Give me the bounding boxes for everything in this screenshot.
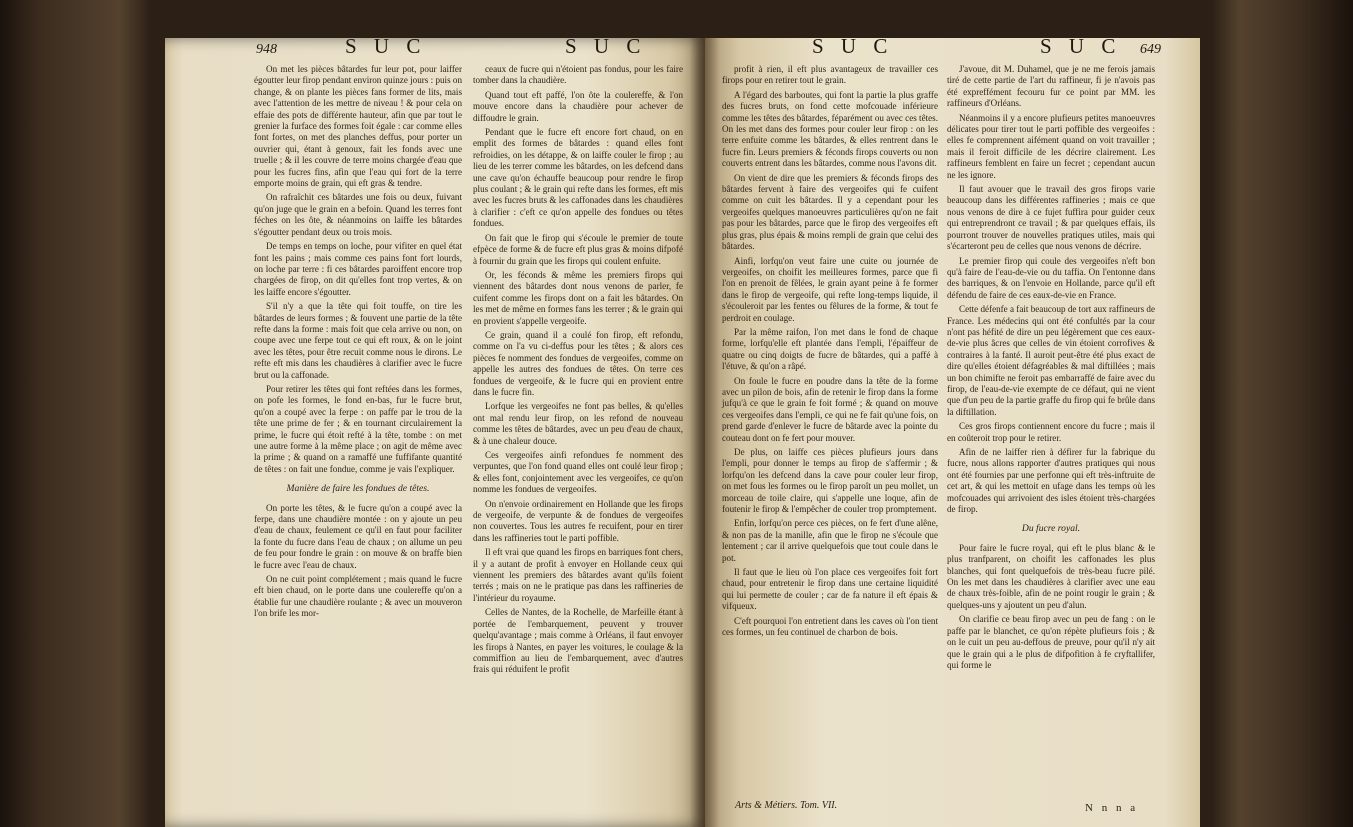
right-running-head-a: S U C (812, 34, 894, 58)
paragraph: Ces vergeoifes ainfi refondues fe nomment des verpuntes, que l'on fond quand elles ont coulé leur firop ; & elles font, conjointement avec les vergeoifes, ce qu'on nomme les fondues de vergeoifes. (473, 450, 683, 495)
paragraph: On ne cuit point complétement ; mais quand le fucre eft bien chaud, on le porte dans une coulereffe qu'on a établie fur une chaudière roulante ; & avec un mouveron l'on brife les mor- (254, 574, 462, 619)
section-heading: Manière de faire les fondues de têtes. (286, 483, 430, 495)
left-running-head-b: S U C (565, 34, 647, 58)
col3-paragraphs (722, 64, 938, 639)
paragraph: On porte les têtes, & le fucre qu'on a coupé avec la ferpe, dans une chaudière montée : on y ajoute un peu d'eau de chaux, feulement ce qu'il en faut pour faciliter la fonte du fucre dans l'eau de chaux ; on allume un peu de feu pour fondre le grain : on mouve & on braffe bien le fucre avec l'eau de chaux. (254, 502, 462, 570)
paragraph: Il faut que le lieu où l'on place ces vergeoifes foit fort chaud, pour entretenir le firop dans une certaine liquidité qui lui permette de couler ; car de fa nature il eft épais & vifqueux. (722, 567, 938, 612)
printer-signature: N n n a (1085, 802, 1139, 814)
paragraph: Il faut avouer que le travail des gros firops varie beaucoup dans les différentes raffineries ; mais ce que nous venons de dire à ce fujet fuffira pour guider ceux qui entreprendront ce travail ; & par quelques effais, ils pourront trouver de nouvelles pratiques utiles, mais qui s'écarteront peu de celles que nous venons de décrire. (947, 184, 1155, 252)
left-running-head-a: S U C (345, 34, 427, 58)
text-column-4 (947, 64, 1155, 674)
paragraph: On vient de dire que les premiers & féconds firops des bâtardes fervent à faire des vergeoifes qui fe cuifent comme on cuit les bâtardes. Il y a cependant pour les vergeoifes quelques manoeuvres particulières qu'on ne fait pas pour les bâtardes, parce que le firop des vergeoifes eft plus gras, plus épais & moins rempli de grain que celui des bâtardes. (722, 172, 938, 252)
paragraph: Pendant que le fucre eft encore fort chaud, on en emplit des formes de bâtardes : quand elles font refroidies, on les détappe, & on laiffe couler le firop ; au lieu de les terrer comme les bâtardes, on les defcend dans une cave qu'on échauffe beaucoup pour rendre le firop plus coulant ; & le grain qui refte dans les formes, eft mis avec les fucres bruts & les caffonades dans les chaudières à clarifier : c'eft ce qu'on appelle des fondues ou têtes fondues. (473, 127, 683, 229)
paragraph: Enfin, lorfqu'on perce ces pièces, on fe fert d'une alêne, & non pas de la manille, afin que le firop ne s'écoule que lentement ; car il arrive quelquefois que tout coule dans le pot. (722, 518, 938, 563)
paragraph: Par la même raifon, l'on met dans le fond de chaque forme, lorfqu'elle eft plantée dans l'empli, l'épaiffeur de quatre ou cinq doigts de fucre de bâtardes, qui a paffé à l'étuve, & qu'on a râpé. (722, 326, 938, 372)
paragraph: Néanmoins il y a encore plufieurs petites manoeuvres délicates pour tirer tout le parti poffible des vergeoifes : elles fe comprennent aifément quand on voit travailler ; mais il feroit difficile de les décrire clairement. Les raffineurs femblent en faire un fecret ; cependant aucun ne les ignore. (947, 112, 1155, 180)
col1-after-paragraphs (254, 503, 462, 620)
paragraph: Pour retirer les têtes qui font reftées dans les formes, on pofe les formes, le fond en-bas, fur le fucre brut, qu'on a coupé avec la ferpe : on paffe par le trou de la tête une prime de fer ; & en tournant circulairement la prime, le fucre qui étoit refté à la tête, tombe : on met une autre forme à la même place ; on agit de même avec la prime ; & quand on a ramaffé une fuffifante quantité de têtes : on fait une fondue, comme je vais l'expliquer. (254, 383, 462, 474)
page-footer: Arts & Métiers. Tom. VII. (735, 800, 838, 811)
paragraph: De temps en temps on loche, pour vifiter en quel état font les pains ; mais comme ces pains font fort lourds, on loche par terre : fi ces bâtardes paroiffent encore trop chargées de firop, on dit qu'elles font trop vertes, & on les laiffe encore s'égoutter. (254, 241, 462, 297)
paragraph: Cette défenfe a fait beaucoup de tort aux raffineurs de France. Les médecins qui ont été confultés par la cour n'ont pas héfité de dire un peu légèrement que ces eaux-de-vie plus âcres que celles de vin étoient corrofives & contraires à la fanté. Il auroit peut-être été plus exact de dire qu'elles étoient défagréables & mal diftillées ; mais un bon chimifte ne feroit pas embarraffé de faire avec du firop, de l'eau-de-vie exempte de ce défaut, qui ne vient que d'un peu de la partie graffe du firop qui fe brûle dans la diftillation. (947, 304, 1156, 417)
paragraph: C'eft pourquoi l'on entretient dans les caves où l'on tient ces formes, un feu continuel de charbon de bois. (722, 615, 938, 638)
col4-after-paragraphs (947, 543, 1155, 671)
paragraph: Lorfque les vergeoifes ne font pas belles, & qu'elles ont mal rendu leur firop, on les refond de nouveau comme les têtes de bâtardes, avec un peu d'eau de chaux, & à une chaleur douce. (473, 401, 683, 446)
col4-paragraphs (947, 64, 1155, 515)
paragraph: profit à rien, il eft plus avantageux de travailler ces firops pour en retirer tout le grain. (722, 64, 938, 86)
paragraph: On clarifie ce beau firop avec un peu de fang : on le paffe par le blanchet, ce qu'on répète plufieurs fois ; & on le cuit un peu au-deffous de preuve, pour qu'il n'y ait que le grain qui a le plus de difpofition à fe cryftallifer, qui forme le (947, 614, 1155, 670)
text-column-3 (722, 64, 938, 642)
paragraph: S'il n'y a que la tête qui foit touffe, on tire les bâtardes de leurs formes ; & fouvent une partie de la tête refte dans la forme : mais foit que cela arrive ou non, on coupe avec une ferpe tout ce qui eft roux, & on le joint avec les têtes, pour être recuit comme nous le dirons. Le refte eft mis dans les chaudières à clarifier avec le fucre brut ou la caffonade. (254, 301, 462, 380)
section-heading: Du fucre royal. (1021, 523, 1081, 535)
paragraph: On met les pièces bâtardes fur leur pot, pour laiffer égoutter leur firop pendant environ quinze jours : puis on change, & on plante les pièces fans former de lits, mais avec l'attention de les mettre de niveau ! & pour cela on effaie des pots de différente hauteur, afin que par tout le grenier la furface des formes foit égale : car comme elles font fortes, on met des planches deffus, pour porter un ouvrier qui, étant à genoux, fait les fonds avec une truelle ; & il les couvre de terre moins chargée d'eau que pour les fucres fins, afin que l'eau qui fort de la terre emporte moins de grain, qui eft gras & tendre. (254, 64, 462, 189)
paragraph: J'avoue, dit M. Duhamel, que je ne me ferois jamais tiré de cette partie de l'art du raffineur, fi je n'avois pas été expreffément fecouru fur ce point par MM. les raffineurs d'Orléans. (947, 64, 1155, 109)
paragraph: On rafraîchit ces bâtardes une fois ou deux, fuivant qu'on juge que le grain en a befoin. Quand les terres font féches on les ôte, & néanmoins on laiffe les bâtardes s'égoutter pendant deux ou trois mois. (254, 192, 462, 237)
paragraph: Le premier firop qui coule des vergeoifes n'eft bon qu'à faire de l'eau-de-vie ou du taffia. On l'entonne dans des barriques, & on l'envoie en Hollande, parce qu'il eft défendu de faire de ces eaux-de-vie en France. (947, 255, 1155, 300)
left-page-number: 948 (256, 42, 277, 57)
paragraph: On n'envoie ordinairement en Hollande que les firops de vergeoife, de verpunte & de fondues de vergeoifes non couvertes. Tous les autres fe recuifent, pour en tirer dans les raffineries tout le parti poffible. (473, 498, 683, 543)
right-page-number: 649 (1140, 42, 1161, 57)
paragraph: ceaux de fucre qui n'étoient pas fondus, pour les faire tomber dans la chaudière. (473, 64, 683, 86)
paragraph: Ces gros firops contiennent encore du fucre ; mais il en coûteroit trop pour le retirer. (947, 421, 1155, 443)
paragraph: Afin de ne laiffer rien à défirer fur la fabrique du fucre, nous allons rapporter d'autres pratiques qui nous ont été fournies par une perfonne qui eft très-inftruite de cet art, & qui les mettoit en ufage dans les temps où les mofcouades qui arrivoient des isles étoient très-chargées de firop. (947, 447, 1155, 515)
paragraph: Ce grain, quand il a coulé fon firop, eft refondu, comme on l'a vu ci-deffus pour les têtes ; & alors ces pièces fe nomment des fondues de vergeoifes, comme on appelle les autres des fondues de têtes. On terre ces fondues de vergeoife, & le fucre qui en provient entre dans le fucre fin. (473, 329, 683, 397)
col1-paragraphs (254, 64, 462, 475)
paragraph: Ainfi, lorfqu'on veut faire une cuite ou journée de vergeoifes, on choifit les meilleures formes, parce que fi l'on en prenoit de fêlées, le grain ayant peine à fe former dans le firop de vergeoife, qui refte long-temps liquide, il s'écouleroit par les fentes ou fêlures de la forme, & tout fe perdroit en coulage. (722, 255, 938, 323)
paragraph: A l'égard des barboutes, qui font la partie la plus graffe des fucres bruts, on fond cette mofcouade inférieure comme les têtes des bâtardes, féparément ou avec ces têtes. On les met dans des formes pour couler leur firop : on les terre enfuite comme les bâtardes, & elles rentrent dans le fucre fin. Leurs premiers & féconds firops couverts ou non couverts entrent dans les bâtardes, comme nous l'avons dit. (722, 89, 938, 169)
right-running-head-b: S U C (1040, 34, 1122, 58)
paragraph: Celles de Nantes, de la Rochelle, de Marfeille étant à portée de l'embarquement, peuvent y trouver quelqu'avantage ; mais comme à Orléans, il faut envoyer les firops à Nantes, en payer les voitures, le coulage & la commiffion au lieu de l'embarquement, avec d'autres frais qui réduifent le profit (473, 607, 683, 675)
paragraph: Pour faire le fucre royal, qui eft le plus blanc & le plus tranfparent, on choifit les caffonades les plus blanches, qui font quelquefois de très-beau fucre pilé. On les met dans les chaudières à clarifier avec une eau de chaux très-foible, afin de ne point rougir le grain ; & quelques-uns y ajoutent un peu d'alun. (947, 542, 1155, 610)
paragraph: On fait que le firop qui s'écoule le premier de toute efpèce de forme & de fucre eft plus gras & moins difpofé à fournir du grain que les firops qui coulent enfuite. (473, 232, 683, 266)
paragraph: De plus, on laiffe ces pièces plufieurs jours dans l'empli, pour donner le temps au firop de s'affermir ; & lorfqu'on les defcend dans la cave pour couler leur firop, on met fous les formes ou le firop paroît un peu mollet, un morceau de toile claire, qui s'appelle une loque, afin de foutenir le firop & l'empêcher de couler trop promptement. (722, 447, 938, 515)
book-gutter (690, 38, 720, 827)
text-column-1 (254, 64, 462, 623)
text-column-2 (473, 64, 683, 679)
paragraph: Il eft vrai que quand les firops en barriques font chers, il y a autant de profit à envoyer en Hollande ceux qui viennent les premiers des bâtardes avant qu'ils foient terrés ; mais on ne le pratique pas dans les raffineries de l'intérieur du royaume. (473, 547, 683, 603)
paragraph: Or, les féconds & même les premiers firops qui viennent des bâtardes dont nous venons de parler, fe cuifent comme les firops dont on a fait les bâtardes. On les met de même en formes fans les terrer ; & le grain qui en provient s'appelle vergeoife. (473, 269, 683, 326)
col2-paragraphs (473, 64, 683, 676)
paragraph: On foule le fucre en poudre dans la tête de la forme avec un pilon de bois, afin de retenir le firop dans la forme jufqu'à ce que le grain fe foit formé ; & quand on mouve ces vergeoifes dans l'empli, ce qui ne fe fait qu'une fois, on prend garde d'enlever le fucre de bâtarde avec la pointe du couteau dont on fe fert pour mouver. (722, 375, 938, 443)
paragraph: Quand tout eft paffé, l'on ôte la coulereffe, & l'on mouve encore dans la chaudière pour achever de diffoudre le grain. (473, 89, 683, 123)
